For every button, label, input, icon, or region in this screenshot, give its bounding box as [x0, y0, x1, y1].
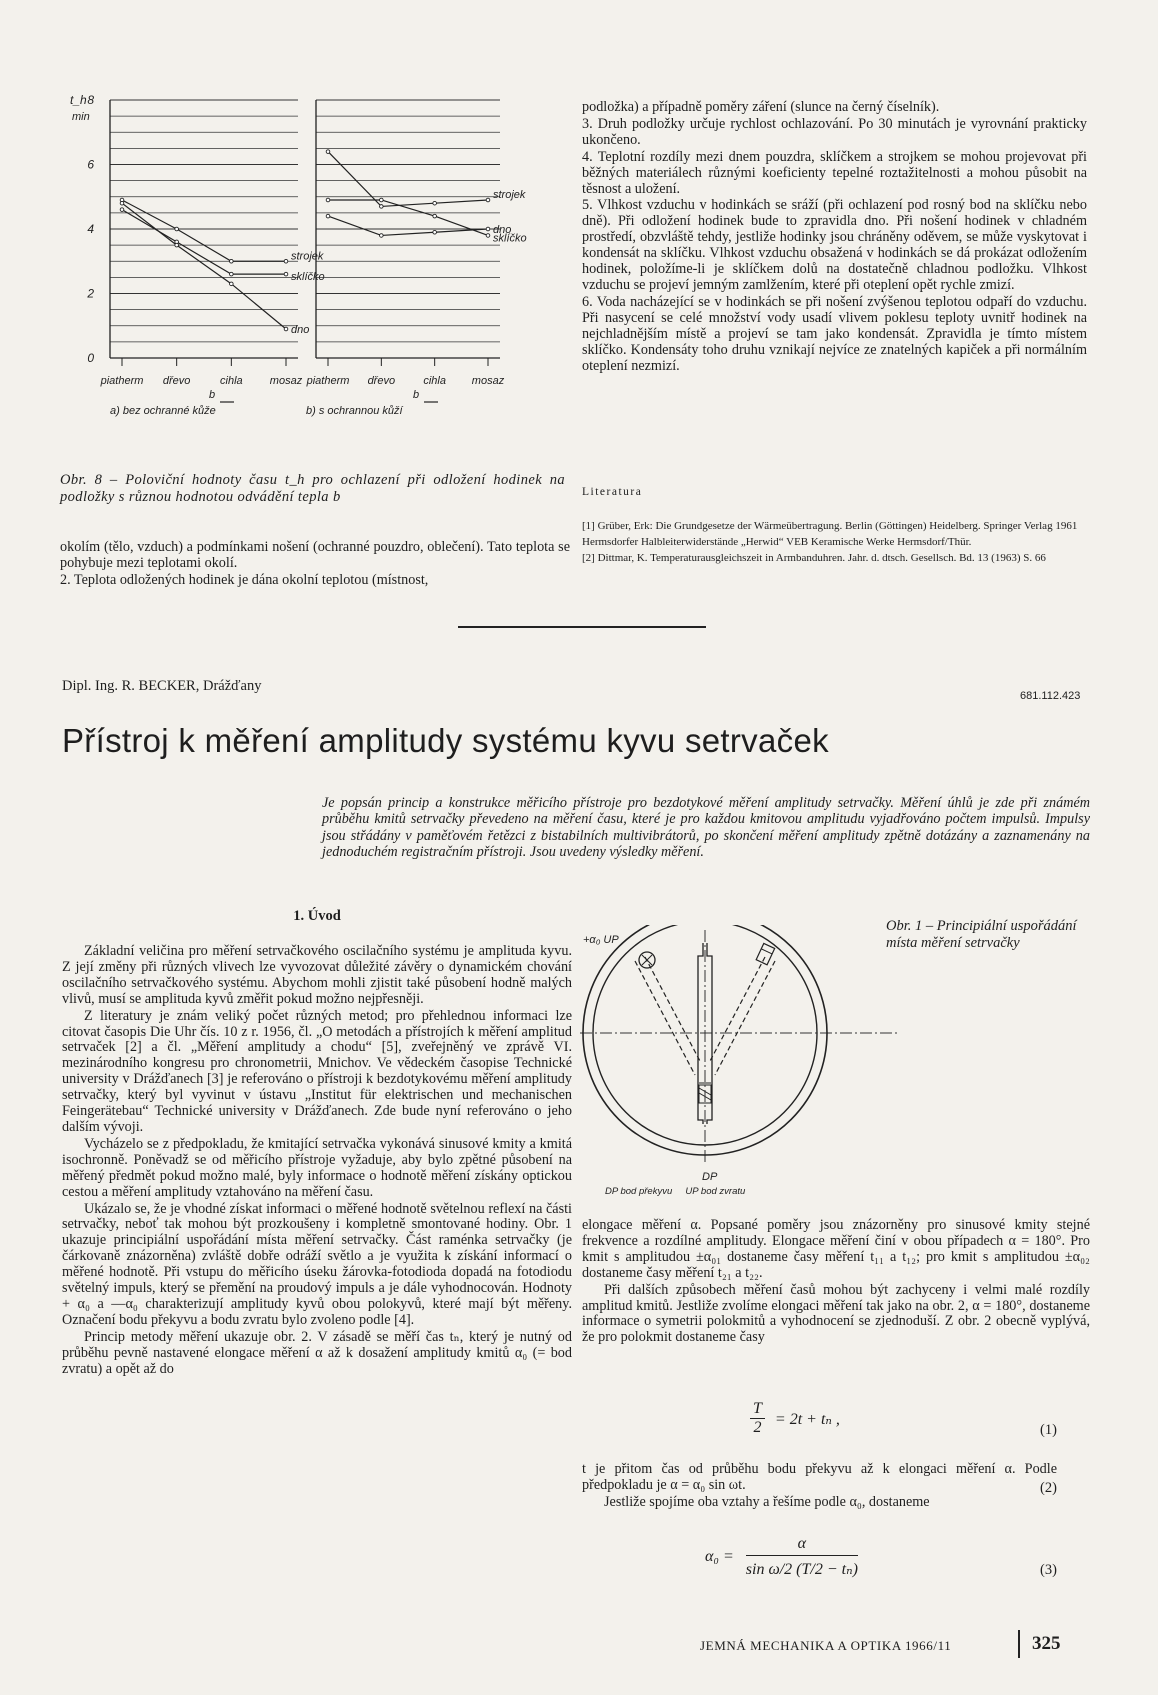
top-right-text — [582, 100, 1087, 375]
data-point — [326, 150, 330, 154]
data-point — [175, 243, 179, 247]
eq3-numerator: α — [746, 1535, 858, 1556]
data-point — [284, 272, 288, 276]
figure-1-legend: DP bod překyvu UP bod zvratu — [605, 1186, 746, 1197]
x-tick-label: dřevo — [162, 375, 191, 387]
data-point — [486, 198, 490, 202]
series-label: dno — [291, 323, 310, 336]
page-number: 325 — [1032, 1633, 1061, 1654]
series-label: strojek — [493, 188, 526, 201]
series-line-dno — [328, 216, 488, 235]
data-point — [486, 234, 490, 238]
data-point — [380, 234, 384, 238]
y-axis-unit: t_h — [70, 93, 87, 107]
series-line-strojek — [328, 152, 488, 207]
y-tick-label: 8 — [87, 93, 94, 107]
literature-item: Hermsdorfer Halbleiterwiderstände „Herwid“ VEB Keramische Werke Hermsdorf/Thür. — [582, 536, 972, 548]
series-line-dno — [122, 203, 286, 329]
data-point — [326, 198, 330, 202]
figure-8-caption: Obr. 8 – Poloviční hodnoty času t_h pro ochlazení při odložení hodinek na podložky s různou hodnotou odvádění tepla b — [60, 472, 565, 505]
x-tick-label: piatherm — [306, 375, 350, 387]
x-tick-label: cihla — [423, 375, 446, 387]
body-paragraph: Jestliže spojíme oba vztahy a řešíme podle α₀, dostaneme — [604, 1493, 930, 1510]
top-right-paragraph: 6. Voda nacházející se v hodinkách se při nošení zvýšenou teplotou odpaří do vzduchu. Při nasycení se celé množství vody usadí vlivem poklesu teploty uvnitř hodinek na nejchladnějším místě a projeví se tam jako kondensát. Zpravidla je tímto místem sklíčko. Kondensáty toho druhu vznikají nejvíce ze znatelných kapiček a při normálním oteplení nezmizí. — [582, 293, 1087, 374]
section-divider — [458, 626, 706, 628]
after-equation-1 — [582, 1462, 1057, 1512]
x-axis-label: b — [412, 389, 420, 401]
data-point — [433, 201, 437, 205]
top-left-text — [60, 540, 570, 590]
top-left-paragraph: 2. Teplota odložených hodinek je dána okolní teplotou (místnost, — [60, 571, 429, 588]
series-label: sklíčko — [291, 271, 325, 284]
y-tick-label: 0 — [87, 351, 94, 365]
equation-3 — [705, 1535, 858, 1579]
figure-8-charts — [60, 90, 580, 470]
section-heading: 1. Úvod — [293, 908, 341, 924]
equation-2-number: (2) — [1040, 1480, 1057, 1496]
data-point — [120, 201, 124, 205]
equation-3-number: (3) — [1040, 1562, 1057, 1578]
body-paragraph: Ukázalo se, že je vhodné získat informaci o měřené hodnotě světelnou reflexí na části setrvačky, neboť tak mohou být prozkoušeny i kompletně smontované hodiny. Obr. 1 ukazuje principiální uspořádání místa měření setrvačky. Část raménka setrvačky (je čárkovaně znázorněna) zvláště dobře odráží světlo a je využita k získání informací o měřené hodnotě. Při vstupu do měřicího úseku žárovka-fotodioda dopadá na fotodiodu světelný impuls, který se přemění na proudový impuls a je dále vyhodnocován. Hodnoty + α₀ a —α₀ charakterizují amplitudy kyvů obou polokyvů, které mají být měřeny. Označení bodu překyvu a bodu zvratu bylo zvoleno podle [4]. — [62, 1200, 572, 1328]
x-tick-label: mosaz — [269, 375, 303, 387]
top-right-paragraph: 4. Teplotní rozdíly mezi dnem pouzdra, sklíčkem a strojkem se mohou projevovat při běžných materiálech různými koeficienty tepelné roztažitelnosti a mohou působit na těsnost a uložení. — [582, 148, 1087, 197]
data-point — [433, 214, 437, 218]
data-point — [326, 214, 330, 218]
figure-1-label-dp: DP — [702, 1171, 718, 1183]
panel-caption: b) s ochrannou kůží — [306, 405, 403, 417]
chart-a — [70, 93, 325, 417]
eq1-denominator: 2 — [753, 1419, 762, 1436]
udc-number: 681.112.423 — [1020, 690, 1081, 702]
figure-1-label-up: +α₀ UP — [583, 934, 619, 946]
left-column — [62, 944, 572, 1378]
right-column — [582, 1218, 1090, 1347]
panel-caption: a) bez ochranné kůže — [110, 405, 216, 417]
data-point — [433, 230, 437, 234]
literature-heading: Literatura — [582, 486, 643, 498]
y-tick-label: 6 — [87, 157, 94, 172]
literature-list — [582, 520, 1087, 568]
data-point — [380, 205, 384, 209]
top-right-paragraph: podložka) a případně poměry záření (slunce na černý číselník). — [582, 99, 940, 115]
footer-journal: JEMNÁ MECHANIKA A OPTIKA 1966/11 — [700, 1638, 952, 1653]
top-right-paragraph: 5. Vlhkost vzduchu v hodinkách se sráží (při ochlazení pod rosný bod na sklíčku nebo dně). Při odložení hodinek bude to zpravidla dno. Při nošení hodinek v chladném prostředí, obzvláště tehdy, jestliže hodinky jsou chráněny oděvem, se může vyskytovat i kondensát na sklíčku. Vlhkost vzduchu obsažená v hodinkách se dá prokázat odložením hodinek, položíme-li je sklíčkem dolů na dostatečně chladnou podložku. Vlhkost vzduchu se projeví jemným zamlžením, které při oteplení opět rychle zmizí. — [582, 197, 1087, 293]
data-point — [284, 327, 288, 331]
x-axis-label: b — [208, 389, 216, 401]
equation-1-number: (1) — [1040, 1422, 1057, 1438]
data-point — [230, 259, 234, 263]
data-point — [230, 282, 234, 286]
data-point — [175, 227, 179, 231]
author: Dipl. Ing. R. BECKER, Drážďany — [62, 678, 262, 694]
data-point — [380, 198, 384, 202]
data-point — [230, 272, 234, 276]
chart-b — [306, 100, 527, 417]
figure-1-diagram — [575, 925, 905, 1190]
x-tick-label: mosaz — [471, 375, 505, 387]
body-paragraph: Při dalších způsobech měření časů mohou být zachyceny i velmi malé rozdíly amplitud kmitů. Jestliže zvolíme elongaci měření tak jako na obr. 2, α = 180°, dostaneme informace o symetrii polokmitů a vyhodnocení se zjednoduší. Z obr. 2 obecně vyplývá, že pro polokmit dostaneme časy — [582, 1281, 1090, 1346]
equation-1 — [750, 1400, 840, 1437]
eq3-lhs: α₀ = — [705, 1548, 734, 1565]
body-paragraph: Princip metody měření ukazuje obr. 2. V zásadě se měří čas tₙ, který je nutný od průběhu pevně nastavené elongace měření α až k dosažení amplitudy kmitů α₀ (= bod zvratu) a opět až do — [62, 1328, 572, 1377]
figure-1-caption: Obr. 1 – Principiální uspořádání místa měření setrvačky — [886, 918, 1077, 951]
x-tick-label: cihla — [220, 375, 243, 387]
body-paragraph: elongace měření α. Popsané poměry jsou znázorněny pro sinusové kmity stejné frekvence a rozdílné amplitudy. Elongace měření činí v obou případech α = 180°. Pro kmit s amplitudou ±α₀₁ dostaneme časy měření t₁₁ a t₁₂; pro kmit s amplitudou ±α₀₂ dostaneme časy měření t₂₁ a t₂₂. — [582, 1217, 1090, 1281]
eq1-numerator: T — [750, 1400, 765, 1419]
series-label: strojek — [291, 250, 324, 263]
series-line-strojek — [122, 200, 286, 261]
body-paragraph: Z literatury je znám veliký počet různých metod; pro přehlednou informaci lze citovat časopis Die Uhr čís. 10 z r. 1956, čl. „O metodách a přístrojích k měření amplitud setrvaček [2] a čl. „Měření amplitudy a chodu“ [5], zveřejněný ve zprávě VI. mezinárodního kongresu pro chronometrii, Mnichov. Ve vědeckém časopise Technické university v Drážďanech [3] je referováno o přístroji k bezdotykovému měření amplitudy setrvačky, který byl vyvinut v ústavu „Institut für elektrischen und mechanischen Feingerätebau“ Technické university v Drážďanech. Zde bude nyní referováno o jeho dalším vývoji. — [62, 1007, 572, 1135]
series-label: sklíčko — [493, 232, 527, 245]
literature-item: [1] Grüber, Erk: Die Grundgesetze der Wärmeübertragung. Berlin (Göttingen) Heidelberg. Springer Verlag 1961 — [582, 520, 1078, 532]
top-right-paragraph: 3. Druh podložky určuje rychlost ochlazování. Po 30 minutách je vyrovnání prakticky ukončeno. — [582, 115, 1087, 148]
body-paragraph: Vycházelo se z předpokladu, že kmitající setrvačka vykonává sinusové kmity a kmitá isochronně. Poněvadž se od měřicího přístroje vyžaduje, aby bylo zpětné působení na měřený předmět pokud možno malé, byly informace o hodnotě měření získány optickou cestou a měření amplitudy vztahováno na měření času. — [62, 1135, 572, 1200]
x-tick-label: piatherm — [100, 375, 144, 387]
body-paragraph: t je přitom čas od průběhu bodu překyvu až k elongaci měření α. Podle předpokladu je α = α₀ sin ωt. — [582, 1461, 1057, 1493]
body-paragraph: Základní veličina pro měření setrvačkového oscilačního systému je amplituda kyvu. Z její změny při různých vlivech lze vyvozovat důležité závěry o dynamickém chování oscilačního setrvačkového systému. Abychom mohli zjistit také působení hodně malých vlivů, musí se amplituda kyvů změřit pokud možno nejpřesněji. — [62, 943, 572, 1007]
footer-separator — [1018, 1630, 1020, 1658]
abstract: Je popsán princip a konstrukce měřicího přístroje pro bezdotykové měření amplitudy setrvačky. Měření úhlů je zde při známém průběhu kmitů setrvačky převedeno na měření času, které je pro každou kmitovou amplitudu vyjadřováno počtem impulsů. Impulsy jsou střádány v paměťovém řetězci z bistabilních multivibrátorů, po skončení měření amplitudy zpětně dotázány a zaznamenány na jednoduchém registračním přístroji. Jsou uvedeny výsledky měření. — [322, 795, 1090, 860]
top-left-paragraph: okolím (tělo, vzduch) a podmínkami nošení (ochranné pouzdro, oblečení). Tato teplota se pohybuje mezi teplotami okolí. — [60, 539, 570, 571]
data-point — [120, 208, 124, 212]
literature-item: [2] Dittmar, K. Temperaturausgleichszeit in Armbanduhren. Jahr. d. dtsch. Gesellsch. Bd. 13 (1963) S. 66 — [582, 552, 1046, 564]
series-label: dno — [493, 224, 512, 236]
data-point — [284, 259, 288, 263]
y-tick-label: 4 — [87, 222, 94, 236]
eq1-rhs: = 2t + tₙ , — [774, 1410, 840, 1428]
y-tick-label: 2 — [87, 286, 94, 301]
data-point — [486, 227, 490, 231]
article-title: Přístroj k měření amplitudy systému kyvu setrvaček — [62, 722, 829, 759]
x-tick-label: dřevo — [367, 375, 396, 387]
eq3-denominator: sin ω/2 (T/2 − tₙ) — [745, 1561, 858, 1578]
y-axis-unit: min — [72, 111, 90, 123]
